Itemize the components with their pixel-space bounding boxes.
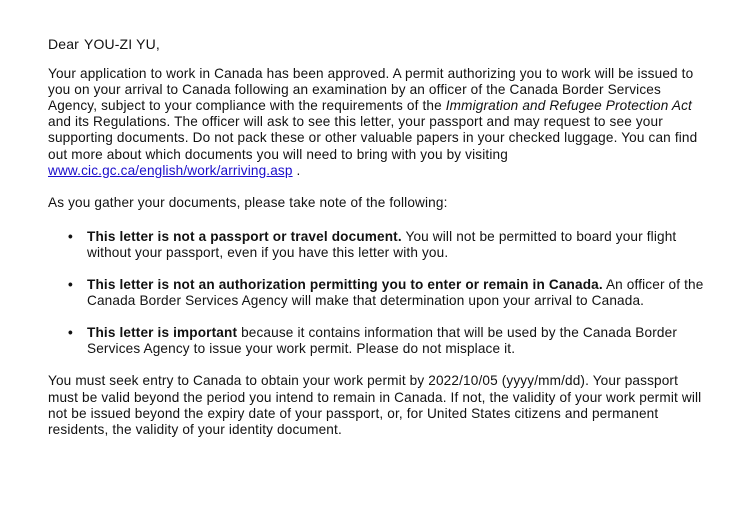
note-heading: This letter is important [87,325,238,341]
gather-note: As you gather your documents, please take note of the following: [48,194,448,210]
list-item [48,277,708,309]
note-text: An officer of the Canada Border Services Agency will make that determination upon your arrival to Canada. [87,277,704,309]
intro-text-2: and its Regulations. The officer will ask to see this letter, your passport and may request to see your supporting documents. Do not pack these or other valuable papers in your checked luggage. You can find out more about which documents you will need to bring with you by visiting [48,114,698,162]
notes-list [48,229,708,358]
note-text: You will not be permitted to board your flight without your passport, even if you have this letter with you. [87,228,677,260]
note-heading: This letter is not an authorization permitting you to enter or remain in Canada. [87,277,603,293]
bullet-icon: • [68,277,73,293]
note-heading: This letter is not a passport or travel document. [87,228,402,244]
salutation [48,36,708,52]
closing-text-1: You must seek entry to Canada to obtain your work permit by [48,373,429,389]
approval-letter [48,36,708,438]
intro-paragraph [48,66,708,179]
intro-text-1: Your application to work in Canada has been approved. A permit authorizing you to work will be issued to you on your arrival to Canada following an examination by an officer of the Canada Border Services Agency, subject to your compliance with the requirements of the [48,66,694,114]
list-item [48,325,708,357]
bullet-icon: • [68,325,73,341]
bullet-icon: • [68,228,73,244]
entry-deadline-date: 2022/10/05 [428,373,498,389]
arriving-documents-link[interactable]: www.cic.gc.ca/english/work/arriving.asp [48,162,293,178]
recipient-name: YOU-ZI YU, [83,36,160,52]
salutation-prefix: Dear [48,36,79,52]
intro-text-3: . [292,162,301,178]
closing-paragraph [48,373,708,437]
list-item [48,229,708,261]
act-name: Immigration and Refugee Protection Act [445,98,692,114]
note-text: because it contains information that will be used by the Canada Border Services Agency to issue your work permit. Please do not misplace it. [87,325,678,357]
closing-text-2: (yyyy/mm/dd). Your passport must be valid beyond the period you intend to remain in Canada. If not, the validity of your work permit will not be issued beyond the expiry date of your passport, or, for United States citizens and permanent residents, the validity of your identity document. [48,373,702,437]
